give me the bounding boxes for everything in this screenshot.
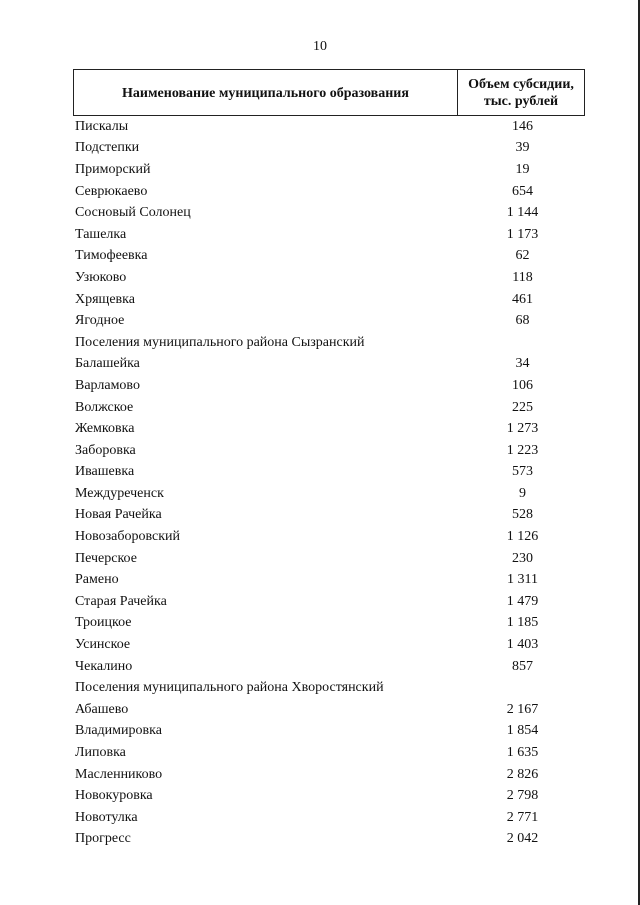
table-row (73, 310, 585, 332)
table-row (73, 764, 585, 786)
municipality-name: Жемковка (75, 421, 135, 437)
municipality-name: Масленниково (75, 766, 163, 782)
page-number: 10 (313, 39, 327, 54)
table-row (73, 807, 585, 829)
table-row (73, 397, 585, 419)
subsidy-value: 461 (512, 291, 533, 307)
table-row (73, 354, 585, 376)
subsidy-value: 1 144 (506, 205, 539, 221)
subsidy-value: 857 (512, 658, 533, 674)
table-row (73, 116, 585, 138)
municipality-name: Старая Рачейка (75, 593, 167, 609)
subsidy-value: 39 (515, 140, 530, 156)
table-row (73, 569, 585, 591)
table-row (73, 159, 585, 181)
table-row (73, 224, 585, 246)
table-row (73, 289, 585, 311)
table-row (73, 699, 585, 721)
municipality-name: Узюково (75, 269, 127, 285)
municipality-name: Поселения муниципального района Хворостянский (75, 680, 384, 696)
table-row (73, 634, 585, 656)
subsidy-value: 68 (515, 313, 530, 329)
table-row (73, 202, 585, 224)
municipality-name: Владимировка (75, 723, 162, 739)
municipality-name: Печерское (75, 550, 137, 566)
municipality-name: Чекалино (75, 658, 133, 674)
municipality-name: Сосновый Солонец (75, 205, 191, 221)
subsidy-value: 19 (515, 161, 530, 177)
group-heading-row (73, 332, 585, 354)
municipality-name: Поселения муниципального района Сызранский (75, 334, 365, 350)
municipality-name: Прогресс (75, 831, 131, 847)
table-row (73, 613, 585, 635)
subsidy-value: 62 (515, 248, 530, 264)
municipality-name: Варламово (75, 377, 140, 393)
table-row (73, 505, 585, 527)
subsidy-value: 1 403 (506, 637, 539, 653)
municipality-name: Междуреченск (75, 485, 164, 501)
municipality-name: Волжское (75, 399, 134, 415)
subsidy-value: 225 (512, 399, 533, 415)
municipality-name: Тимофеевка (75, 248, 148, 264)
municipality-name: Ягодное (75, 313, 125, 329)
table-row (73, 483, 585, 505)
municipality-name: Усинское (75, 637, 131, 653)
table-row (73, 138, 585, 160)
municipality-name: Приморский (75, 161, 151, 177)
table-row (73, 785, 585, 807)
table-row (73, 375, 585, 397)
subsidy-value: 2 826 (506, 766, 539, 782)
municipality-name: Заборовка (75, 442, 136, 458)
table-row (73, 418, 585, 440)
municipality-name: Новая Рачейка (75, 507, 162, 523)
subsidy-value: 1 635 (506, 745, 539, 761)
municipality-name: Новозаборовский (75, 529, 181, 545)
subsidy-value: 528 (512, 507, 533, 523)
municipality-name: Новотулка (75, 809, 138, 825)
municipality-name: Абашево (75, 701, 129, 717)
municipality-name: Севрюкаево (75, 183, 148, 199)
subsidy-value: 106 (512, 377, 533, 393)
table-row (73, 440, 585, 462)
subsidy-value: 654 (512, 183, 533, 199)
municipality-name: Балашейка (75, 356, 140, 372)
subsidy-value: 1 126 (506, 529, 539, 545)
table-row (73, 526, 585, 548)
subsidy-value: 118 (512, 269, 533, 285)
subsidy-value: 2 798 (506, 788, 539, 804)
subsidy-value: 1 173 (506, 226, 539, 242)
subsidy-value: 1 311 (507, 572, 538, 588)
table-row (73, 721, 585, 743)
column-header-value: Объем субсидии, тыс. рублей (468, 76, 574, 109)
municipality-name: Троицкое (75, 615, 132, 631)
table-row (73, 267, 585, 289)
municipality-name: Липовка (75, 745, 126, 761)
subsidy-value: 34 (515, 356, 530, 372)
subsidy-value: 9 (519, 485, 526, 501)
table-row (73, 656, 585, 678)
subsidy-value: 230 (512, 550, 533, 566)
table-row (73, 246, 585, 268)
municipality-name: Новокуровка (75, 788, 153, 804)
table-row (73, 548, 585, 570)
subsidy-value: 1 479 (506, 593, 539, 609)
subsidy-value: 2 042 (506, 831, 539, 847)
subsidy-value: 1 273 (506, 421, 539, 437)
subsidy-value: 1 854 (506, 723, 539, 739)
table-body (73, 116, 585, 850)
column-header-name: Наименование муниципального образования (74, 70, 458, 115)
municipality-name: Рамено (75, 572, 119, 588)
subsidy-value: 1 185 (506, 615, 539, 631)
table-row (73, 462, 585, 484)
table-header (73, 69, 585, 116)
subsidy-value: 146 (512, 118, 533, 134)
group-heading-row (73, 677, 585, 699)
table-row (73, 829, 585, 851)
table-row (73, 181, 585, 203)
municipality-name: Пискалы (75, 118, 129, 134)
subsidy-value: 1 223 (506, 442, 539, 458)
subsidy-value: 2 771 (506, 809, 539, 825)
subsidy-value: 573 (512, 464, 533, 480)
subsidy-value: 2 167 (506, 701, 539, 717)
municipality-name: Хрящевка (75, 291, 135, 307)
municipality-name: Подстепки (75, 140, 140, 156)
table-row (73, 591, 585, 613)
municipality-name: Ивашевка (75, 464, 135, 480)
subsidy-table (73, 69, 585, 850)
municipality-name: Ташелка (75, 226, 127, 242)
table-row (73, 742, 585, 764)
